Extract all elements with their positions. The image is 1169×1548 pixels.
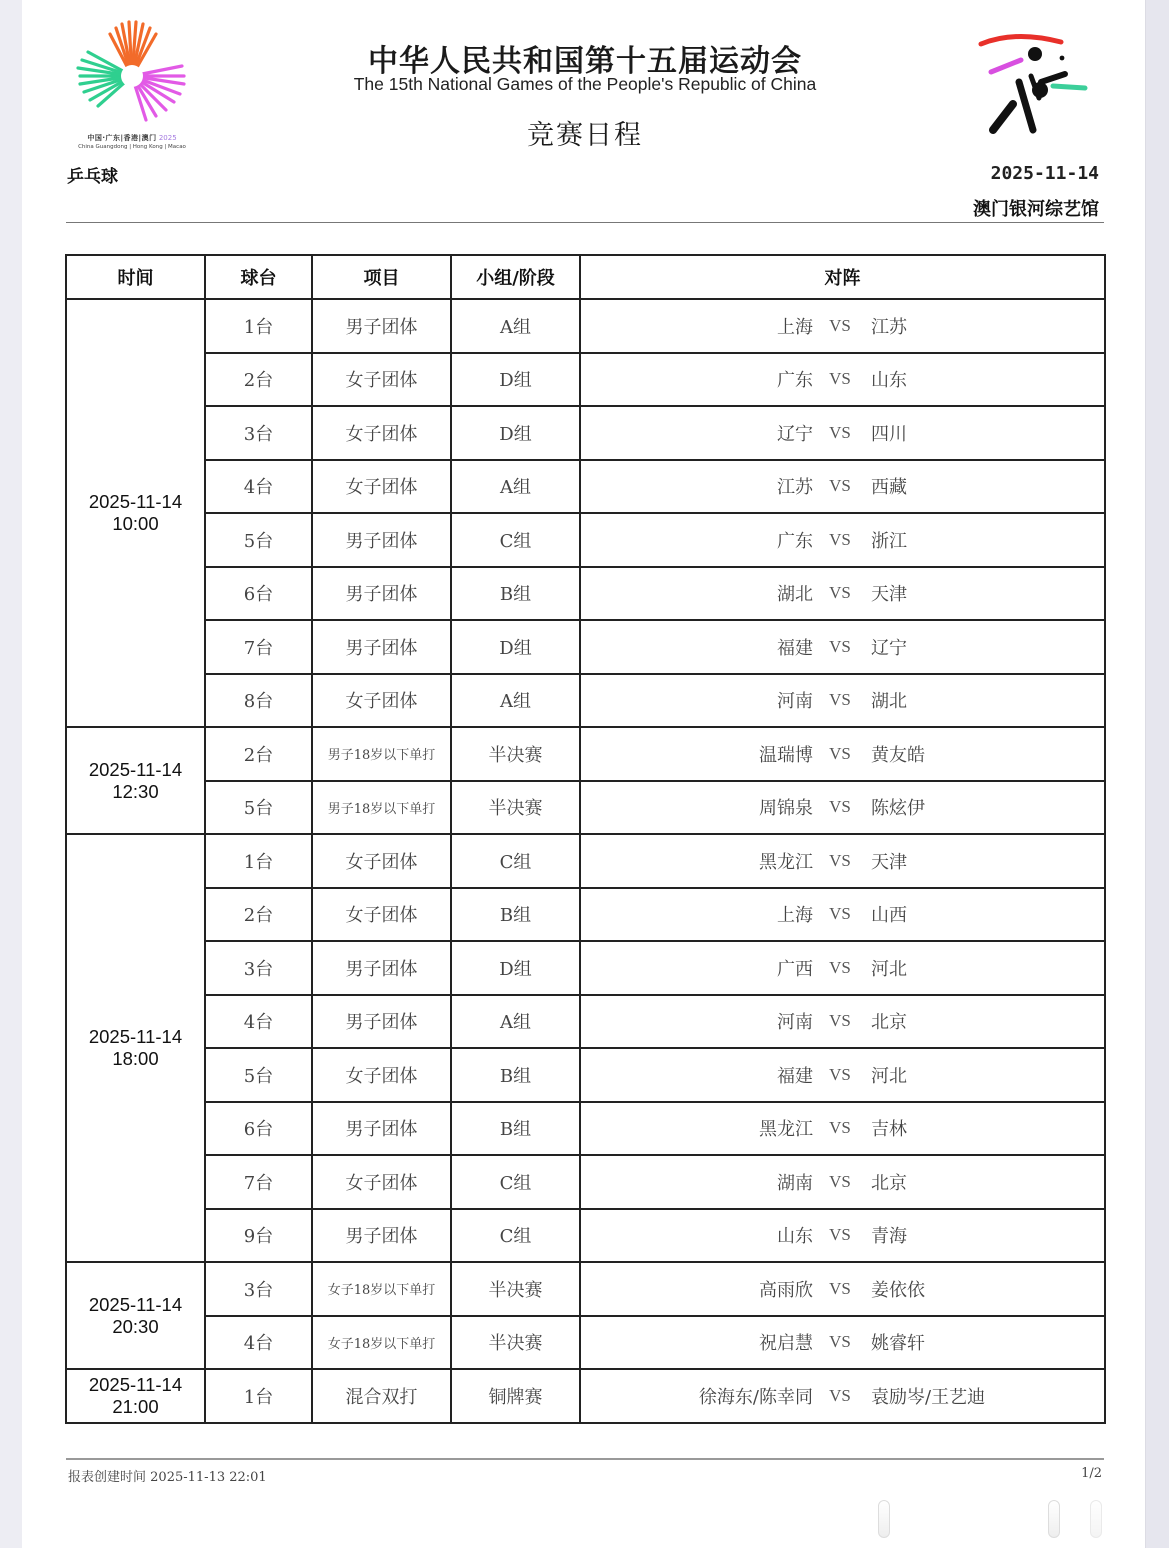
matchup-home: 湖南 xyxy=(777,1172,813,1194)
time-slot-date: 2025-11-14 xyxy=(88,1293,183,1315)
event-cell: 女子团体 xyxy=(312,1155,451,1209)
matchup-away: 江苏 xyxy=(871,316,907,338)
table-number-cell: 5台 xyxy=(205,781,312,835)
time-slot-date: 2025-11-14 xyxy=(88,1373,183,1395)
matchup xyxy=(581,1049,1104,1101)
matchup-vs: VS xyxy=(829,1118,851,1138)
table-number-cell: 7台 xyxy=(205,620,312,674)
table-row xyxy=(66,1316,1105,1370)
column-header-matchup: 对阵 xyxy=(580,255,1105,299)
table-number-cell: 2台 xyxy=(205,727,312,781)
column-header-table: 球台 xyxy=(205,255,312,299)
table-row xyxy=(66,567,1105,621)
table-row xyxy=(66,620,1105,674)
matchup-home: 福建 xyxy=(777,1065,813,1087)
matchup-vs: VS xyxy=(829,743,851,763)
schedule-date: 2025-11-14 xyxy=(990,163,1099,184)
event-cell: 女子18岁以下单打 xyxy=(312,1262,451,1316)
event-cell: 女子团体 xyxy=(312,353,451,407)
event-cell: 女子18岁以下单打 xyxy=(312,1316,451,1370)
table-tennis-pictogram xyxy=(975,32,1095,142)
matchup-cell xyxy=(580,727,1105,781)
stage-cell: C组 xyxy=(451,834,580,888)
event-cell: 女子团体 xyxy=(312,888,451,942)
stage-cell: A组 xyxy=(451,995,580,1049)
table-number-cell: 3台 xyxy=(205,1262,312,1316)
time-slot-time: 18:00 xyxy=(112,1048,159,1069)
page-number: 1/2 xyxy=(1081,1466,1102,1481)
matchup-vs: VS xyxy=(829,1011,851,1031)
matchup xyxy=(581,354,1104,406)
column-header-event: 项目 xyxy=(312,255,451,299)
time-slot-date: 2025-11-14 xyxy=(88,1026,183,1047)
matchup-cell xyxy=(580,941,1105,995)
matchup-vs: VS xyxy=(829,529,851,549)
matchup xyxy=(581,942,1104,994)
stage-cell: D组 xyxy=(451,620,580,674)
matchup-away: 天津 xyxy=(871,584,907,606)
event-cell: 男子团体 xyxy=(312,995,451,1049)
stage-cell: B组 xyxy=(451,1102,580,1156)
table-row xyxy=(66,674,1105,728)
matchup xyxy=(581,621,1104,673)
table-row xyxy=(66,460,1105,514)
event-cell: 女子团体 xyxy=(312,674,451,728)
matchup-home: 周锦泉 xyxy=(759,798,813,820)
matchup-away: 山东 xyxy=(871,370,907,392)
time-slot-time: 20:30 xyxy=(112,1315,159,1337)
matchup-cell xyxy=(580,460,1105,514)
matchup-cell xyxy=(580,620,1105,674)
matchup xyxy=(581,407,1104,459)
page-title-cn: 中华人民共和国第十五届运动会 xyxy=(368,44,802,79)
matchup-home: 上海 xyxy=(777,905,813,927)
time-slot-time: 10:00 xyxy=(112,513,159,534)
matchup xyxy=(581,728,1104,780)
stage-cell: B组 xyxy=(451,1048,580,1102)
table-number-cell: 4台 xyxy=(205,995,312,1049)
matchup-cell xyxy=(580,1369,1105,1423)
matchup-cell xyxy=(580,674,1105,728)
stage-cell: 半决赛 xyxy=(451,1262,580,1316)
page-subtitle: 竞赛日程 xyxy=(527,120,643,151)
matchup-home: 黑龙江 xyxy=(759,851,813,873)
emblem-caption-cn: 中国·广东|香港|澳门 xyxy=(87,134,157,142)
matchup-vs: VS xyxy=(829,636,851,656)
table-row xyxy=(66,1102,1105,1156)
matchup-home: 湖北 xyxy=(777,584,813,606)
matchup-cell xyxy=(580,513,1105,567)
matchup-cell xyxy=(580,888,1105,942)
table-row xyxy=(66,727,1105,781)
matchup xyxy=(581,782,1104,834)
time-slot-cell xyxy=(66,834,205,1262)
table-row xyxy=(66,888,1105,942)
table-number-cell: 1台 xyxy=(205,834,312,888)
matchup-away: 姜依依 xyxy=(871,1279,925,1301)
matchup-vs: VS xyxy=(829,1385,851,1405)
matchup-vs: VS xyxy=(829,957,851,977)
matchup-vs: VS xyxy=(829,1064,851,1084)
table-number-cell: 1台 xyxy=(205,1369,312,1423)
matchup-home: 广东 xyxy=(777,370,813,392)
table-number-cell: 4台 xyxy=(205,1316,312,1370)
matchup xyxy=(581,675,1104,727)
table-number-cell: 3台 xyxy=(205,406,312,460)
table-tennis-icon xyxy=(975,32,1095,142)
matchup-away: 青海 xyxy=(871,1226,907,1248)
time-slot-date: 2025-11-14 xyxy=(88,758,183,780)
table-number-cell: 5台 xyxy=(205,1048,312,1102)
table-number-cell: 1台 xyxy=(205,299,312,353)
table-row xyxy=(66,1048,1105,1102)
table-row xyxy=(66,1262,1105,1316)
matchup-home: 广西 xyxy=(777,958,813,980)
time-slot-cell xyxy=(66,299,205,727)
matchup-vs: VS xyxy=(829,369,851,389)
matchup-cell xyxy=(580,299,1105,353)
matchup xyxy=(581,1156,1104,1208)
created-value: 2025-11-13 22:01 xyxy=(150,1470,267,1485)
matchup-away: 辽宁 xyxy=(871,637,907,659)
matchup xyxy=(581,514,1104,566)
matchup xyxy=(581,1263,1104,1315)
table-row xyxy=(66,1209,1105,1263)
column-header-stage: 小组/阶段 xyxy=(451,255,580,299)
event-cell: 男子18岁以下单打 xyxy=(312,781,451,835)
matchup-cell xyxy=(580,406,1105,460)
time-slot-cell xyxy=(66,1369,205,1423)
matchup-away: 吉林 xyxy=(871,1119,907,1141)
drag-handle-left[interactable] xyxy=(878,1500,890,1538)
matchup-cell xyxy=(580,834,1105,888)
matchup-away: 北京 xyxy=(871,1012,907,1034)
national-games-emblem xyxy=(72,18,192,158)
table-row xyxy=(66,513,1105,567)
matchup-away: 姚睿轩 xyxy=(871,1333,925,1355)
stage-cell: C组 xyxy=(451,1209,580,1263)
stage-cell: C组 xyxy=(451,513,580,567)
event-cell: 男子团体 xyxy=(312,1209,451,1263)
matchup-cell xyxy=(580,995,1105,1049)
event-cell: 男子团体 xyxy=(312,567,451,621)
table-number-cell: 4台 xyxy=(205,460,312,514)
table-number-cell: 8台 xyxy=(205,674,312,728)
matchup xyxy=(581,996,1104,1048)
emblem-caption xyxy=(72,134,192,152)
time-slot-cell xyxy=(66,727,205,834)
matchup-away: 河北 xyxy=(871,958,907,980)
matchup-cell xyxy=(580,1209,1105,1263)
time-slot-time: 12:30 xyxy=(112,780,159,802)
created-label: 报表创建时间 xyxy=(68,1470,147,1485)
event-cell: 女子团体 xyxy=(312,460,451,514)
matchup-vs: VS xyxy=(829,1332,851,1352)
matchup-vs: VS xyxy=(829,583,851,603)
matchup-home: 河南 xyxy=(777,1012,813,1034)
matchup-home: 温瑞博 xyxy=(759,744,813,766)
matchup xyxy=(581,568,1104,620)
stage-cell: A组 xyxy=(451,674,580,728)
matchup-home: 广东 xyxy=(777,530,813,552)
matchup-home: 高雨欣 xyxy=(759,1279,813,1301)
matchup-home: 山东 xyxy=(777,1226,813,1248)
matchup-away: 陈炫伊 xyxy=(871,798,925,820)
matchup-vs: VS xyxy=(829,1225,851,1245)
time-slot-cell xyxy=(66,1262,205,1369)
matchup-vs: VS xyxy=(829,850,851,870)
matchup-home: 河南 xyxy=(777,691,813,713)
matchup-cell xyxy=(580,1262,1105,1316)
footer-divider xyxy=(66,1458,1104,1460)
table-number-cell: 6台 xyxy=(205,567,312,621)
emblem-icon xyxy=(72,18,192,134)
event-cell: 男子团体 xyxy=(312,513,451,567)
page-title-en: The 15th National Games of the People's Republic of China xyxy=(353,74,817,94)
table-row xyxy=(66,995,1105,1049)
table-row xyxy=(66,1369,1105,1423)
matchup-away: 西藏 xyxy=(871,477,907,499)
table-number-cell: 3台 xyxy=(205,941,312,995)
table-number-cell: 6台 xyxy=(205,1102,312,1156)
table-number-cell: 9台 xyxy=(205,1209,312,1263)
stage-cell: D组 xyxy=(451,406,580,460)
time-slot-time: 21:00 xyxy=(112,1395,159,1417)
matchup-home: 祝启慧 xyxy=(759,1333,813,1355)
header-divider xyxy=(66,222,1104,223)
event-cell: 女子团体 xyxy=(312,406,451,460)
event-cell: 混合双打 xyxy=(312,1369,451,1423)
table-row xyxy=(66,834,1105,888)
matchup-cell xyxy=(580,1102,1105,1156)
matchup-vs: VS xyxy=(829,476,851,496)
matchup xyxy=(581,1210,1104,1262)
stage-cell: 半决赛 xyxy=(451,727,580,781)
stage-cell: 铜牌赛 xyxy=(451,1369,580,1423)
stage-cell: D组 xyxy=(451,353,580,407)
matchup xyxy=(581,1370,1104,1422)
table-row xyxy=(66,299,1105,353)
event-cell: 男子团体 xyxy=(312,620,451,674)
table-header-row xyxy=(66,255,1105,299)
event-cell: 男子团体 xyxy=(312,1102,451,1156)
matchup-vs: VS xyxy=(829,422,851,442)
event-cell: 男子团体 xyxy=(312,299,451,353)
matchup-vs: VS xyxy=(829,904,851,924)
matchup-home: 上海 xyxy=(777,316,813,338)
stage-cell: A组 xyxy=(451,460,580,514)
matchup-cell xyxy=(580,353,1105,407)
table-row xyxy=(66,1155,1105,1209)
matchup-away: 河北 xyxy=(871,1065,907,1087)
matchup xyxy=(581,1103,1104,1155)
matchup-cell xyxy=(580,1048,1105,1102)
stage-cell: D组 xyxy=(451,941,580,995)
time-slot-date: 2025-11-14 xyxy=(88,491,183,512)
column-header-time: 时间 xyxy=(66,255,205,299)
matchup-vs: VS xyxy=(829,315,851,335)
stage-cell: C组 xyxy=(451,1155,580,1209)
matchup-away: 天津 xyxy=(871,851,907,873)
stage-cell: A组 xyxy=(451,299,580,353)
table-row xyxy=(66,941,1105,995)
table-row xyxy=(66,353,1105,407)
matchup-away: 袁励岑/王艺迪 xyxy=(871,1386,986,1408)
matchup-home: 黑龙江 xyxy=(759,1119,813,1141)
stage-cell: 半决赛 xyxy=(451,781,580,835)
matchup-away: 浙江 xyxy=(871,530,907,552)
matchup-home: 徐海东/陈幸同 xyxy=(698,1386,813,1408)
matchup-vs: VS xyxy=(829,690,851,710)
matchup-cell xyxy=(580,567,1105,621)
matchup-home: 福建 xyxy=(777,637,813,659)
matchup-cell xyxy=(580,1316,1105,1370)
table-number-cell: 5台 xyxy=(205,513,312,567)
table-number-cell: 2台 xyxy=(205,888,312,942)
table-number-cell: 7台 xyxy=(205,1155,312,1209)
stage-cell: 半决赛 xyxy=(451,1316,580,1370)
table-row xyxy=(66,406,1105,460)
matchup-vs: VS xyxy=(829,1278,851,1298)
matchup-vs: VS xyxy=(829,797,851,817)
matchup-vs: VS xyxy=(829,1171,851,1191)
matchup xyxy=(581,835,1104,887)
matchup-cell xyxy=(580,1155,1105,1209)
matchup xyxy=(581,1317,1104,1369)
schedule-table xyxy=(65,254,1106,1424)
event-cell: 女子团体 xyxy=(312,834,451,888)
matchup xyxy=(581,461,1104,513)
event-cell: 女子团体 xyxy=(312,1048,451,1102)
matchup-home: 江苏 xyxy=(777,477,813,499)
viewer-scrollbar-rail[interactable] xyxy=(1145,0,1169,1548)
matchup-away: 山西 xyxy=(871,905,907,927)
venue-name: 澳门银河综艺馆 xyxy=(973,199,1099,220)
event-cell: 男子团体 xyxy=(312,941,451,995)
drag-handle-edge[interactable] xyxy=(1090,1500,1102,1538)
table-number-cell: 2台 xyxy=(205,353,312,407)
matchup-away: 湖北 xyxy=(871,691,907,713)
matchup-cell xyxy=(580,781,1105,835)
matchup-away: 黄友皓 xyxy=(871,744,925,766)
sport-label: 乒乓球 xyxy=(67,167,118,187)
schedule-body xyxy=(66,299,1105,1423)
event-cell: 男子18岁以下单打 xyxy=(312,727,451,781)
stage-cell: B组 xyxy=(451,888,580,942)
stage-cell: B组 xyxy=(451,567,580,621)
report-created-time xyxy=(68,1466,267,1485)
matchup xyxy=(581,889,1104,941)
matchup-home: 辽宁 xyxy=(777,423,813,445)
emblem-caption-en: China Guangdong | Hong Kong | Macao xyxy=(78,144,186,150)
matchup-away: 四川 xyxy=(871,423,907,445)
emblem-caption-year: 2025 xyxy=(158,134,177,142)
drag-handle-right[interactable] xyxy=(1048,1500,1060,1538)
matchup-away: 北京 xyxy=(871,1172,907,1194)
table-row xyxy=(66,781,1105,835)
matchup xyxy=(581,300,1104,352)
